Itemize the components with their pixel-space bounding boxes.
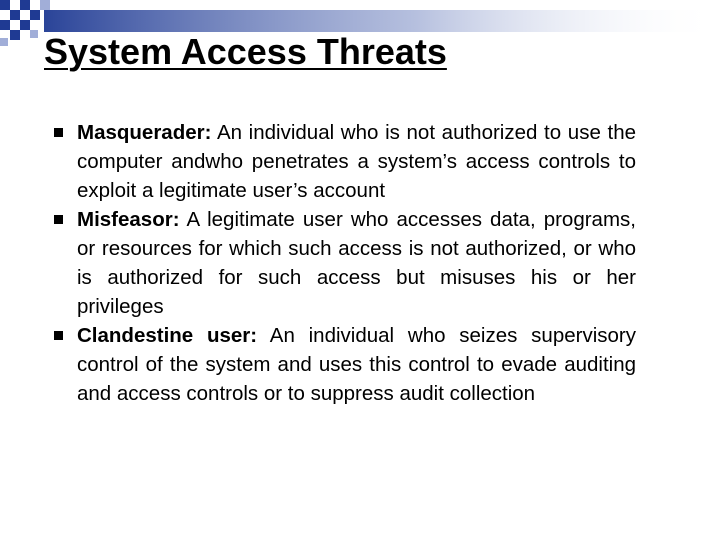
bullet-masquerader	[48, 118, 636, 205]
bullet-term: Clandestine user:	[77, 324, 258, 347]
bullet-text: A legitimate user who accesses data, programs, or resources for which such access is not authorized, or who is authorized for such access but misuses his or her privileges	[77, 208, 636, 318]
square-bullet-icon	[54, 331, 63, 340]
title-gradient-bar	[44, 10, 720, 32]
square-bullet-icon	[54, 128, 63, 137]
bullet-term: Misfeasor:	[77, 208, 180, 231]
slide-title: System Access Threats	[44, 31, 447, 72]
square-bullet-icon	[54, 215, 63, 224]
bullet-text: An individual who is not authorized to use the computer andwho penetrates a system’s access controls to exploit a legitimate user’s account	[77, 121, 636, 202]
bullet-clandestine-user	[48, 321, 636, 408]
bullet-term: Masquerader:	[77, 121, 212, 144]
bullet-text: An individual who seizes supervisory control of the system and uses this control to evade auditing and access controls or to suppress audit collection	[77, 324, 636, 405]
bullet-misfeasor	[48, 205, 636, 321]
bullet-list	[48, 118, 636, 408]
